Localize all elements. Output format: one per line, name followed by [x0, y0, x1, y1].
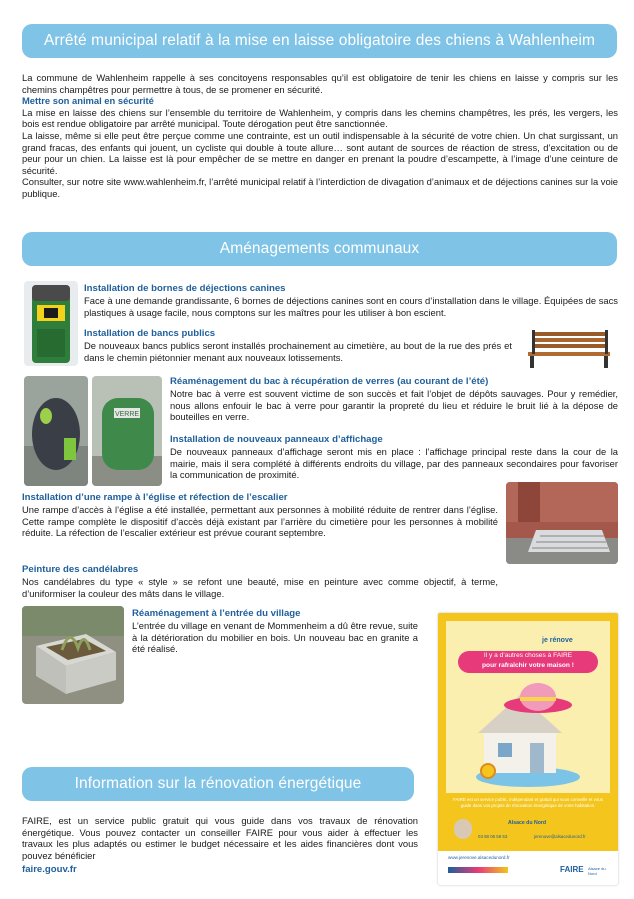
item-dog-waste-title: Installation de bornes de déjections canines	[84, 283, 286, 294]
glass-bin-photo-2	[92, 376, 162, 486]
item-benches-text: De nouveaux bancs publics seront installés prochainement au cimetière, au bout de la rue des prés et dans le chemin piétonnier menant aux nouveaux lotissements.	[84, 340, 512, 363]
partner-logos-strip	[448, 867, 508, 873]
banner-town-improvements	[22, 232, 617, 266]
item-ramp-title: Installation d’une rampe à l’église et réfection de l’escalier	[22, 492, 288, 503]
faire-link[interactable]: faire.gouv.fr	[22, 864, 77, 875]
granite-planter-photo	[22, 606, 124, 704]
poster-house-illustration	[468, 677, 588, 789]
item-benches-title: Installation de bancs publics	[84, 328, 216, 339]
banner-energy-renovation	[22, 767, 414, 801]
renovation-poster	[438, 613, 618, 885]
advisor-avatar	[454, 819, 472, 839]
poster-advisor: Alsace du Nord	[508, 820, 547, 826]
bin-label: VERRE	[114, 411, 140, 418]
item-entrance-title: Réaménagement à l’entrée du village	[132, 608, 301, 619]
partner-logo: Alsace du Nord	[588, 866, 606, 876]
church-ramp-photo	[506, 482, 618, 564]
item-dog-waste-text: Face à une demande grandissante, 6 bornes de déjections canines sont en cours d’installation dans le village. Équipées de sacs plastiques à usage facile, nous comptons sur les maîtres pour les utiliser à bon escient.	[84, 295, 618, 318]
bench-photo	[518, 322, 618, 370]
poster-phone: 03 88 06 59 53	[478, 834, 508, 839]
item-ramp-text: Une rampe d’accès à l’église a été installée, permettant aux personnes à mobilité réduite de rentrer dans l’église. Cette rampe complète le dispositif d’accès déjà existant par l’arrière du cimetière pour les personnes à mobilité réduite. La réfection de l’escalier extérieur est prévue courant septembre.	[22, 504, 498, 539]
poster-email: jerenove@alsacedunord.fr	[534, 834, 586, 839]
section1-body	[22, 72, 618, 200]
poster-bubble-line-1: Il y a d’autres choses à FAIRE	[483, 652, 573, 659]
paragraph-1: La mise en laisse des chiens sur l’ensemble du territoire de Wahlenheim, y compris dans les chemins champêtres, les prés, les vergers, les bois est rendue obligatoire par arrêté municipal. Toute dérogation peut être sanctionnée.	[22, 106, 618, 130]
paragraph-3: Consulter, sur notre site www.wahlenheim.fr, l’arrêté municipal relatif à l’interdiction de divagation d’animaux et de déjections canines sur la voie publique.	[22, 176, 618, 199]
renovation-text: FAIRE, est un service public gratuit qui vous guide dans vos travaux de rénovation énergétique. Vous pouvez contacter un conseiller FAIRE pour vous aider à effectuer les travaux les plus adaptés ou estimer le budget nécessaire et les aides financières dont vous pouvez bénéficier	[22, 815, 418, 861]
poster-brand: je rénove	[542, 637, 573, 644]
dog-waste-station-photo	[24, 281, 78, 366]
poster-bubble-line-2: pour rafraîchir votre maison !	[482, 662, 574, 669]
paragraph-2: La laisse, même si elle peut être perçue comme une contrainte, est un outil indispensable à la sécurité de votre chien. Un chat surgissant, un grand fracas, des enfants qui jouent, un cycliste qui double à toute allure… sont autant de sources de réaction de stress, d’excitation ou de peur pour un chien. La laisse est là pour empêcher de se mettre en danger en prenant la poudre d’escampette, à l’image d’une ceinture de sécurité.	[22, 129, 618, 176]
item-glass-title: Réaménagement du bac à récupération de verres (au courant de l’été)	[170, 376, 489, 387]
poster-web: www.jerenove.alsacedunord.fr	[448, 855, 510, 860]
item-lamps-title: Peinture des candélabres	[22, 564, 139, 575]
poster-bubble	[458, 651, 598, 673]
poster-body: FAIRE est un service public, indépendant et gratuit qui vous conseille et vous guide dans vos projets de rénovation énergétique de votre habitation.	[453, 797, 603, 808]
subtitle-security: Mettre son animal en sécurité	[22, 95, 154, 107]
item-boards-title: Installation de nouveaux panneaux d’affichage	[170, 434, 383, 445]
intro-paragraph: La commune de Wahlenheim rappelle à ses concitoyens responsables qu’il est obligatoire de tenir les chiens en laisse y compris sur les chemins champêtres pour permettre à tous, de se promener en sécurité.	[22, 72, 618, 95]
glass-bin-photo-1	[24, 376, 88, 486]
banner-leash-decree	[22, 24, 617, 58]
banner-title: Aménagements communaux	[219, 240, 420, 257]
banner-title: Arrêté municipal relatif à la mise en laisse obligatoire des chiens à Wahlenheim	[43, 32, 596, 49]
faire-logo: FAIRE	[560, 865, 584, 874]
banner-title: Information sur la rénovation énergétique	[74, 775, 362, 792]
item-glass-text: Notre bac à verre est souvent victime de son succès et fait l’objet de dépôts sauvages. Pour y remédier, nous allons enfouir le bac à verre pour garantir la propreté du lieu et réduire le bruit lié à la dépose de bouteilles en verre.	[170, 388, 618, 423]
item-lamps-text: Nos candélabres du type « style » se refont une beauté, mise en peinture avec comme objectif, à terme, d’uniformiser la couleur des mâts dans le village.	[22, 576, 498, 599]
item-boards-text: De nouveaux panneaux d’affichage seront mis en place : l’affichage principal reste dans la cour de la mairie, mais il sera complété à différents endroits du village, par des panneaux secondaires pour favoriser la communication de proximité.	[170, 446, 618, 481]
item-entrance-text: L’entrée du village en venant de Mommenheim a dû être revue, suite à la détérioration du mobilier en bois. Un nouveau bac en granite a été réalisé.	[132, 620, 418, 655]
